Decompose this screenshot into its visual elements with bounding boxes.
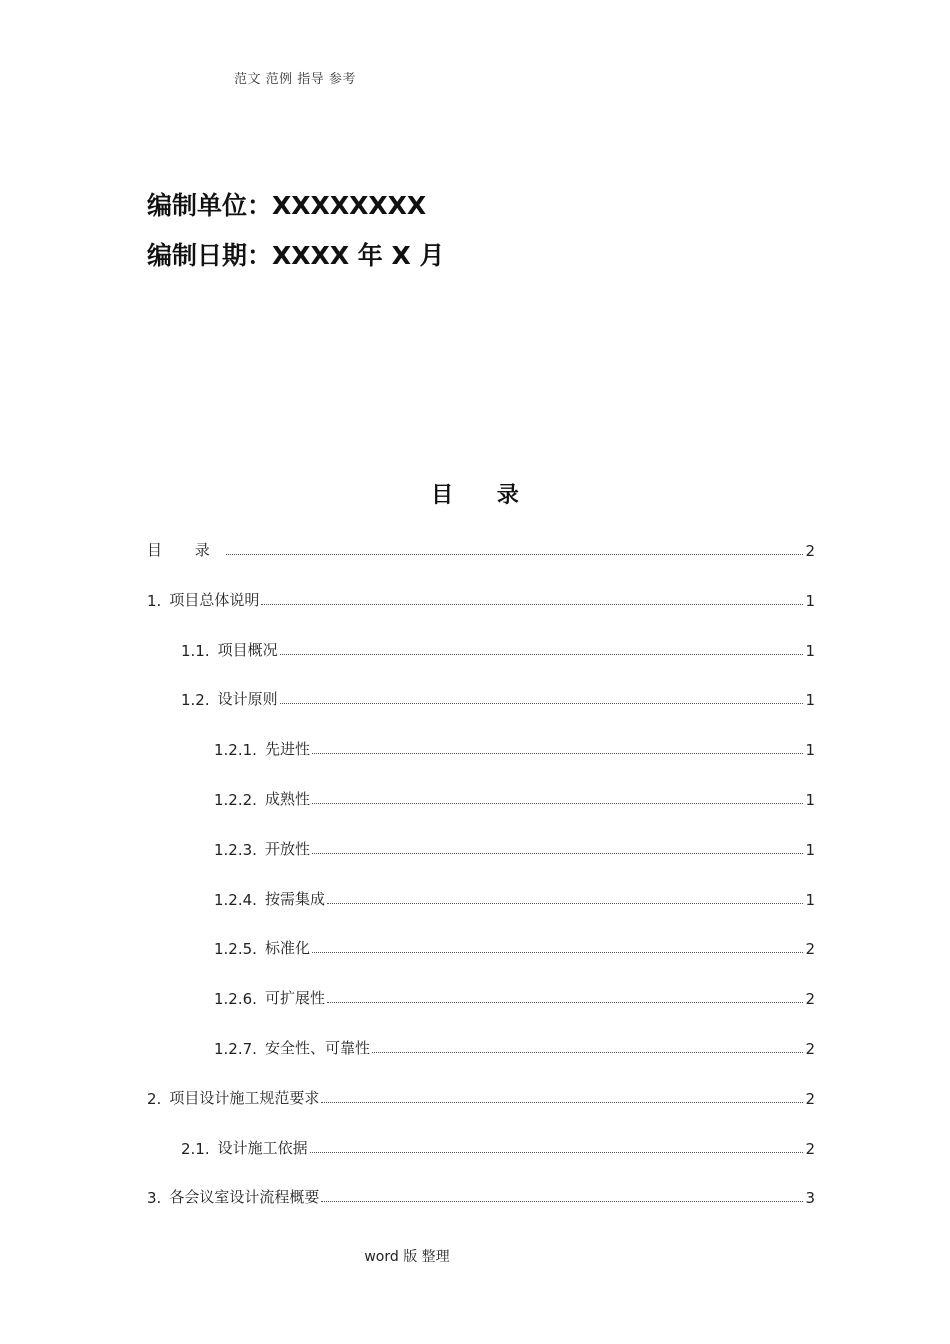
toc-entry-text: 可扩展性 (264, 989, 325, 1007)
toc-entry[interactable] (214, 837, 815, 859)
toc-entry[interactable] (214, 936, 815, 958)
toc-entry-text: 项目概况 (217, 641, 278, 659)
toc-entry-number: 2. (147, 1090, 162, 1108)
footer-text: word 版 整理 (364, 1249, 450, 1265)
toc-entry[interactable] (147, 588, 815, 610)
toc-page-number: 1 (805, 791, 815, 809)
toc-dot-leader (321, 1102, 803, 1103)
toc-entry[interactable] (214, 986, 815, 1008)
toc-entry[interactable] (147, 1185, 815, 1207)
toc-entry-text: 先进性 (264, 740, 310, 758)
toc-entry-text: 设计施工依据 (217, 1139, 308, 1157)
header-note: 范文 范例 指导 参考 (234, 72, 356, 87)
toc-entry[interactable] (214, 737, 815, 759)
toc-entry[interactable] (181, 638, 815, 660)
toc-page-number: 2 (805, 1090, 815, 1108)
toc-entry-text: 项目设计施工规范要求 (169, 1089, 320, 1107)
toc-page-number: 1 (805, 691, 815, 709)
toc-entry-text: 开放性 (264, 840, 310, 858)
toc-entry-text: 成熟性 (264, 790, 310, 808)
toc-entry-number: 1.2.7. (214, 1040, 257, 1058)
toc-dot-leader (261, 604, 803, 605)
toc-entry-number: 1.2.2. (214, 791, 257, 809)
toc-entry-number: 1.2.5. (214, 940, 257, 958)
toc-entry[interactable] (214, 887, 815, 909)
toc-entry-number: 1.2. (181, 691, 210, 709)
toc-page-number: 1 (805, 741, 815, 759)
toc-entry-number: 1.2.4. (214, 891, 257, 909)
toc-dot-leader (312, 853, 804, 854)
toc-entry[interactable] (147, 1086, 815, 1108)
toc-entry-text: 各会议室设计流程概要 (169, 1188, 320, 1206)
toc-entry-text: 项目总体说明 (169, 591, 260, 609)
toc-dot-leader (280, 654, 804, 655)
toc-dot-leader (226, 554, 804, 555)
toc-dot-leader (312, 803, 804, 804)
compile-date-line: 编制日期：XXXX 年 X 月 (147, 241, 445, 270)
toc-page-number: 2 (805, 542, 815, 560)
toc-dot-leader (312, 952, 804, 953)
toc-entry-text: 设计原则 (217, 690, 278, 708)
toc-page-number: 2 (805, 940, 815, 958)
toc-entry-number: 1.2.6. (214, 990, 257, 1008)
toc-entry[interactable] (147, 538, 815, 560)
toc-dot-leader (312, 753, 804, 754)
toc-page-number: 1 (805, 642, 815, 660)
toc-entry-text: 目 录 (147, 541, 224, 559)
toc-entry-number: 1.1. (181, 642, 210, 660)
compile-unit-line: 编制单位：XXXXXXXX (147, 191, 427, 220)
toc-page-number: 2 (805, 1040, 815, 1058)
toc-entry-text: 按需集成 (264, 890, 325, 908)
toc-page-number: 1 (805, 841, 815, 859)
toc-dot-leader (310, 1152, 804, 1153)
toc-entry[interactable] (181, 687, 815, 709)
toc-dot-leader (327, 1002, 804, 1003)
toc-entry-number: 1.2.3. (214, 841, 257, 859)
footer-note (0, 1246, 950, 1266)
toc-entry[interactable] (214, 1036, 815, 1058)
toc-page-number: 1 (805, 891, 815, 909)
toc-entry-number: 1. (147, 592, 162, 610)
toc-dot-leader (372, 1052, 804, 1053)
toc-entry-number: 3. (147, 1189, 162, 1207)
toc-dot-leader (327, 903, 804, 904)
toc-page-number: 3 (805, 1189, 815, 1207)
toc-entry-text: 安全性、可靠性 (264, 1039, 370, 1057)
toc-entry-number: 2.1. (181, 1140, 210, 1158)
toc-page-number: 2 (805, 1140, 815, 1158)
toc-entry-text: 标准化 (264, 939, 310, 957)
toc-entry-number: 1.2.1. (214, 741, 257, 759)
toc-dot-leader (280, 703, 804, 704)
toc-title: 目 录 (431, 483, 537, 508)
toc-entry[interactable] (214, 787, 815, 809)
toc-page-number: 1 (805, 592, 815, 610)
toc-dot-leader (321, 1201, 803, 1202)
toc-entry[interactable] (181, 1136, 815, 1158)
toc-page-number: 2 (805, 990, 815, 1008)
